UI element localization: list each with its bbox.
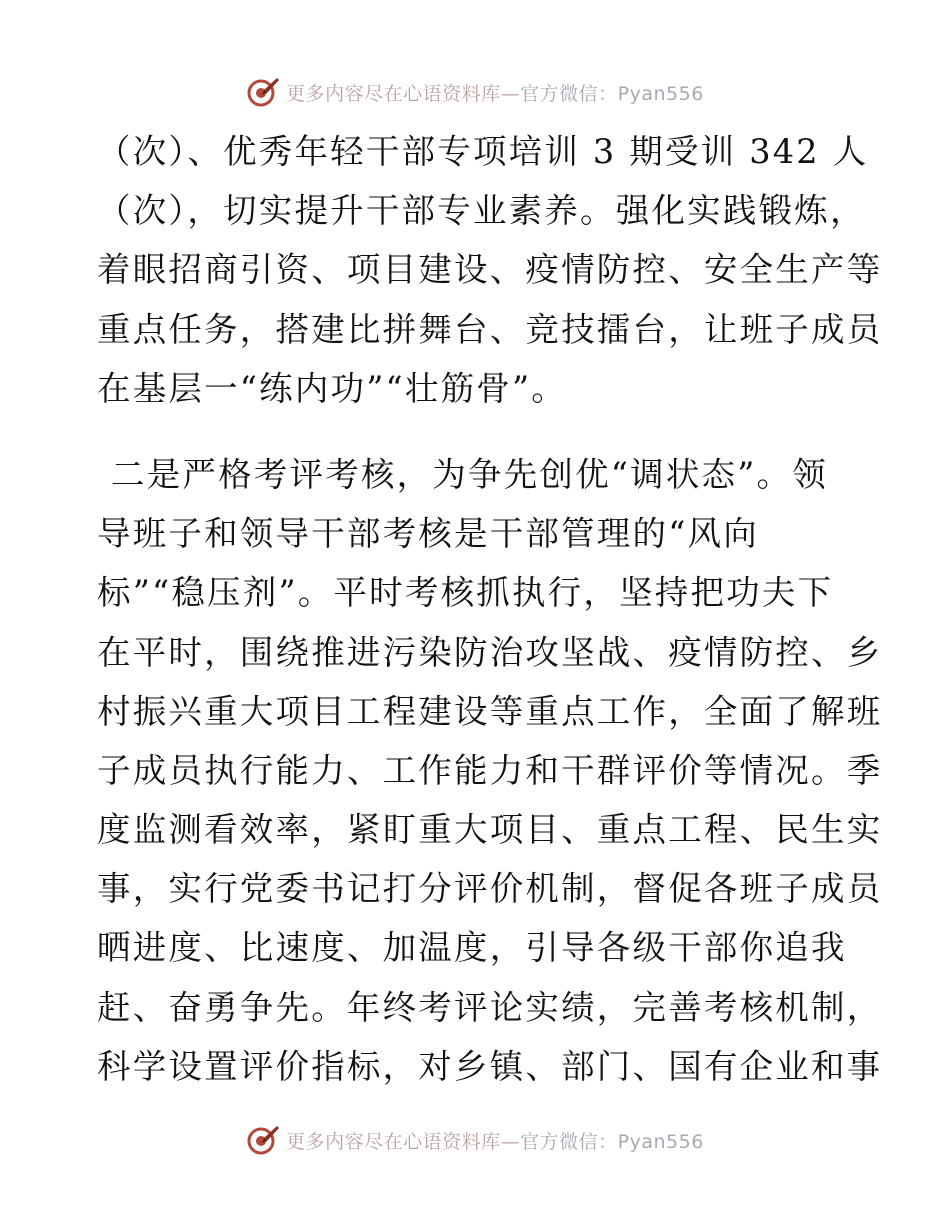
text-line: 在基层一“练内功”“壮筋骨”。 (97, 368, 568, 408)
watermark-text (286, 1127, 704, 1154)
header-watermark (0, 72, 950, 112)
pen-logo-icon (246, 75, 280, 109)
text-line: 度监测看效率，紧盯重大项目、重点工程、民生实 (97, 810, 883, 850)
watermark-wechat: 官方微信：Pyan556 (520, 1130, 704, 1153)
text-line: 在平时，围绕推进污染防治攻坚战、疫情防控、乡 (97, 632, 883, 672)
text-line: 晒进度、比速度、加温度，引导各级干部你追我 (97, 928, 847, 968)
text-line: 导班子和领导干部考核是干部管理的“风向 (97, 514, 759, 554)
text-line: 重点任务，搭建比拼舞台、竞技擂台，让班子成员 (97, 309, 883, 349)
watermark-text (286, 79, 704, 106)
text-line: 赶、奋勇争先。年终考评论实绩，完善考核机制， (97, 987, 883, 1027)
paragraph-1 (97, 122, 883, 418)
text-line: 事，实行党委书记打分评价机制，督促各班子成员 (97, 869, 883, 909)
watermark-library-name: 更多内容尽在心语资料库 (286, 1130, 501, 1153)
text-line: 着眼招商引资、项目建设、疫情防控、安全生产等 (97, 250, 883, 290)
watermark-dash: — (500, 1130, 521, 1153)
pen-logo-icon (246, 1123, 280, 1157)
watermark-library-name: 更多内容尽在心语资料库 (286, 82, 501, 105)
text-line: 二是严格考评考核，为争先创优“调状态”。领 (111, 454, 828, 494)
footer-watermark (0, 1120, 950, 1160)
text-line: 科学设置评价指标，对乡镇、部门、国有企业和事 (97, 1046, 883, 1086)
watermark-dash: — (500, 82, 521, 105)
paragraph-2 (97, 445, 883, 1096)
text-line: （次），切实提升干部专业素养。强化实践锻炼， (97, 191, 866, 231)
text-line: 标”“稳压剂”。平时考核抓执行，坚持把功夫下 (97, 573, 834, 613)
text-line: 村振兴重大项目工程建设等重点工作，全面了解班 (97, 691, 883, 731)
watermark-wechat: 官方微信：Pyan556 (520, 82, 704, 105)
text-line: （次）、优秀年轻干部专项培训 3 期受训 342 人 (97, 132, 869, 171)
paragraph-spacer (97, 418, 857, 445)
text-line: 子成员执行能力、工作能力和干群评价等情况。季 (97, 750, 883, 790)
document-body (97, 122, 883, 1096)
